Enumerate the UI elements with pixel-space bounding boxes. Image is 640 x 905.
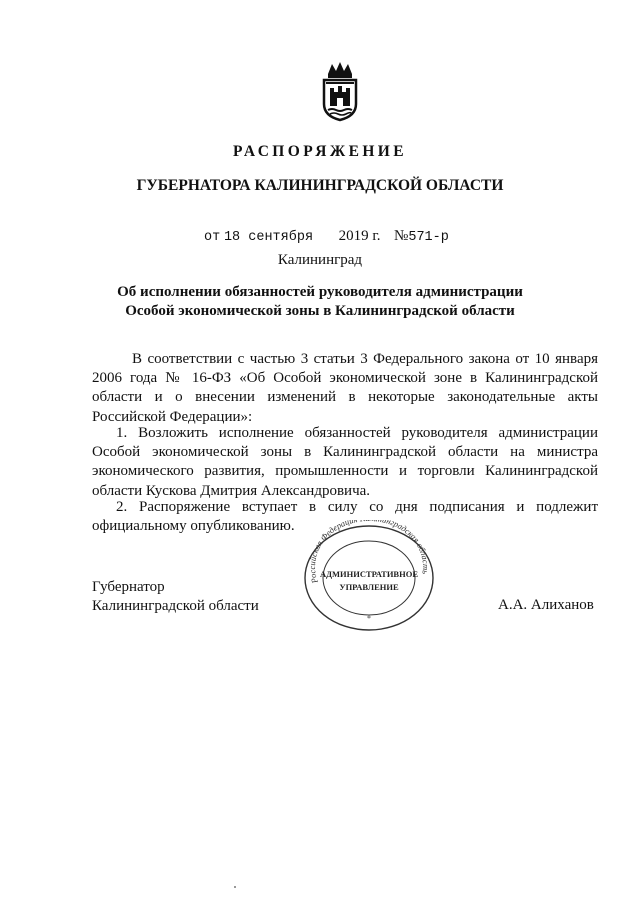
subject-line-2: Особой экономической зоны в Калининградской области: [125, 303, 515, 319]
date-day: 18 сентября: [223, 230, 314, 245]
document-title: РАСПОРЯЖЕНИЕ: [232, 143, 408, 160]
body-paragraph-2: 2. Распоряжение вступает в силу со дня подписания и подлежит официальному опубликованию.: [92, 499, 598, 535]
date-and-number: [204, 228, 449, 245]
signatory-position-line-2: Калининградской области: [92, 598, 259, 614]
signatory-name: А.А. Алиханов: [498, 597, 594, 613]
document-number: 571-р: [408, 230, 449, 245]
number-label: №: [394, 228, 409, 244]
body-paragraph-preamble: В соответствии с частью 3 статьи 3 Федерального закона от 10 января 2006 года № 16-ФЗ «Об Особой экономической зоне в Калининградской области и о внесении изменений в некоторые законодательные акты Российской Федерации»:: [92, 351, 598, 425]
document-city: Калининград: [277, 252, 363, 268]
document-subject: [60, 283, 580, 321]
stamp-center-line-2: УПРАВЛЕНИЕ: [339, 582, 399, 592]
signatory-position: [92, 578, 259, 616]
stamp-center-line-1: АДМИНИСТРАТИВНОЕ: [320, 569, 418, 579]
signatory-position-line-1: Губернатор: [92, 579, 165, 595]
official-stamp: [300, 520, 438, 632]
stamp-star-icon: *: [367, 614, 371, 623]
date-year: 2019 г.: [338, 228, 381, 244]
scan-speck: [234, 886, 236, 888]
date-prefix: от: [204, 230, 221, 245]
subject-line-1: Об исполнении обязанностей руководителя администрации: [117, 284, 523, 300]
stamp-ring-text: Российская Федераци нградская область: [306, 520, 432, 585]
document-issuer: ГУБЕРНАТОРА КАЛИНИНГРАДСКОЙ ОБЛАСТИ: [136, 177, 504, 194]
kaliningrad-coat-of-arms-icon: [320, 60, 360, 122]
body-paragraph-1: 1. Возложить исполнение обязанностей руководителя администрации Особой экономической зоны в Калининградской области на министра экономического развития, промышленности и торговли Калининградской области Кускова Дмитрия Александровича.: [92, 425, 598, 499]
